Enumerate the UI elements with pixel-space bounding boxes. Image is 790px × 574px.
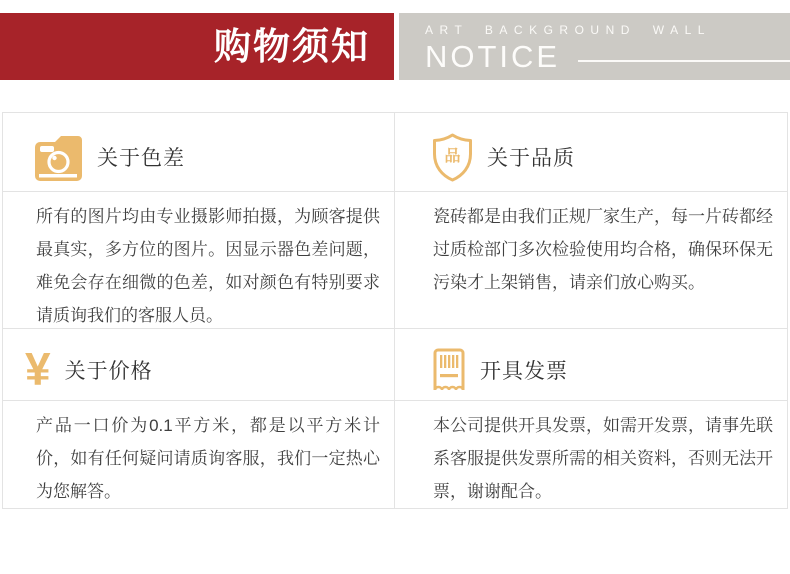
quality-shield-glyph: 品 — [444, 148, 461, 166]
page-title: 购物须知 — [214, 26, 370, 67]
header-subtitle-banner — [399, 13, 790, 80]
section-title-quality — [395, 113, 787, 192]
section-body-quality — [395, 192, 787, 329]
section-title-color-difference — [3, 113, 395, 192]
section-body-text: 所有的图片均由专业摄影师拍摄，为顾客提供最真实，多方位的图片。因显示器色差问题，难免会存在细微的色差，如对颜色有特别要求请质询我们的客服人员。 — [36, 207, 380, 325]
shopping-notice-page — [0, 13, 790, 509]
section-title-text: 关于色差 — [97, 147, 185, 170]
header-tagline: ART BACKGROUND WALL — [425, 23, 711, 37]
section-title-text: 关于价格 — [64, 359, 153, 383]
section-title-text: 开具发票 — [480, 359, 568, 383]
section-body-text: 本公司提供开具发票，如需开发票，请事先联系客服提供发票所需的相关资料，否则无法开票，谢谢配合。 — [433, 416, 773, 501]
notice-underline-rule — [578, 60, 790, 62]
section-body-price — [3, 401, 395, 508]
notice-row — [425, 41, 790, 72]
invoice-receipt-icon — [432, 347, 466, 393]
header-banner — [0, 13, 790, 80]
notice-grid — [2, 112, 788, 509]
quality-shield-icon — [432, 133, 473, 182]
camera-icon — [33, 134, 83, 181]
section-title-invoice — [395, 329, 787, 401]
section-body-color-difference — [3, 192, 395, 329]
section-body-text: 产品一口价为0.1平方米，都是以平方米计价，如有任何疑问请质询客服，我们一定热心为您解答。 — [36, 416, 380, 501]
section-title-text: 关于品质 — [487, 147, 575, 170]
header-title-banner — [0, 13, 394, 80]
section-body-invoice — [395, 401, 787, 508]
notice-label: NOTICE — [425, 39, 561, 74]
section-body-text: 瓷砖都是由我们正规厂家生产，每一片砖都经过质检部门多次检验使用均合格，确保环保无污染才上架销售，请亲们放心购买。 — [433, 207, 773, 292]
yuan-currency-icon: ¥ — [25, 342, 51, 395]
section-title-price — [3, 329, 395, 401]
